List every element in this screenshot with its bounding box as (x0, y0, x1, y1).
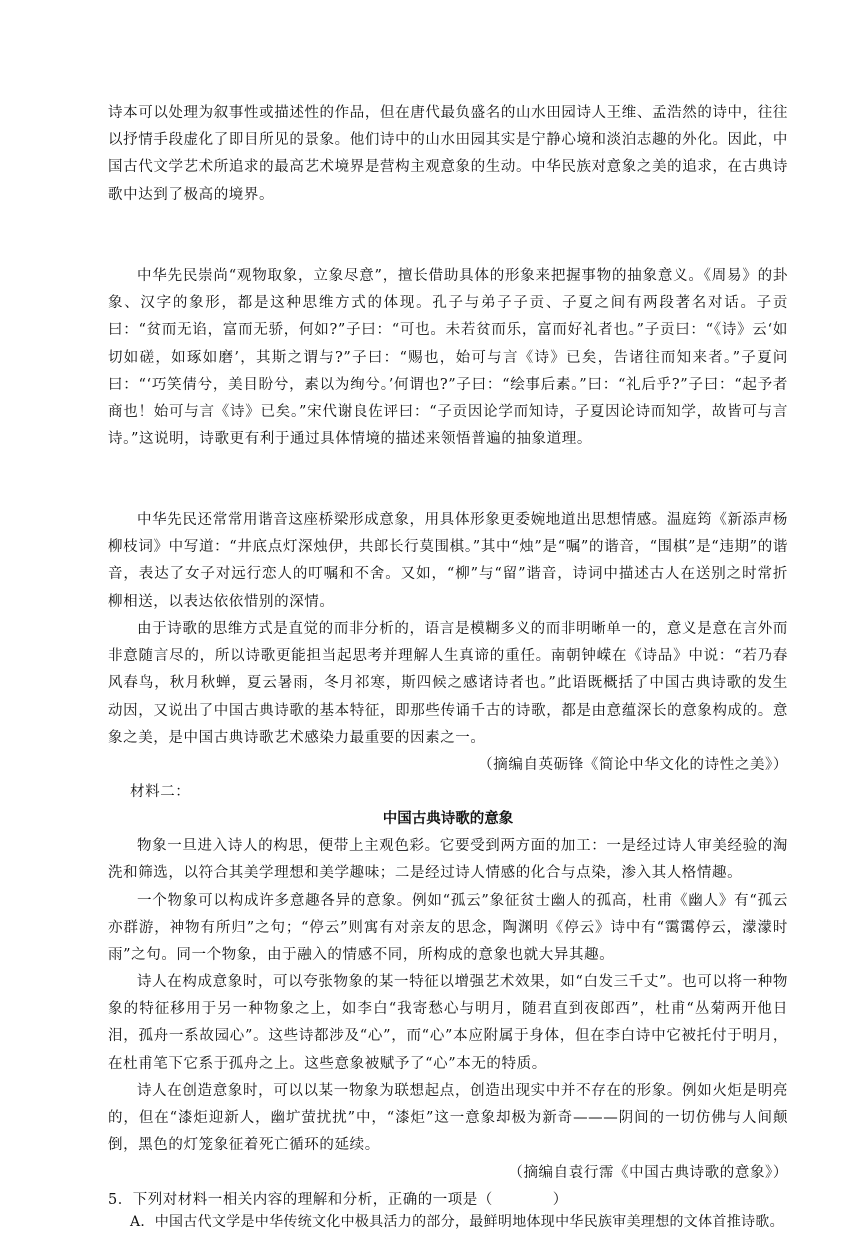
material2-title: 中国古典诗歌的意象 (382, 811, 514, 827)
material1-paragraph-2: 中华先民崇尚“观物取象，立象尽意”，擅长借助具体的形象来把握事物的抽象意义。《周易》的卦象、汉字的象形，都是这种思维方式的体现。孔子与弟子子贡、子夏之间有两段著名对话。子贡曰：“贫而无谄，富而无骄，何如?”子曰：“可也。未若贫而乐，富而好礼者也。”子贡曰：“《诗》云‘如切如磋，如琢如磨’，其斯之谓与?”子曰：“赐也，始可与言《诗》已矣，告诸往而知来者。”子夏问曰：“‘巧笑倩兮，美目盼兮，素以为绚兮。’何谓也?”子曰：“绘事后素。”曰：“礼后乎?”子曰：“起予者商也！始可与言《诗》已矣。”宋代谢良佐评曰：“子贡因论学而知诗，子夏因论诗而知学，故皆可与言诗。”这说明，诗歌更有利于通过具体情境的描述来领悟普遍的抽象道理。 (108, 268, 788, 448)
question-5-option-a[interactable]: A．中国古代文学是中华传统文化中极具活力的部分，最鲜明地体现中华民族审美理想的文体首推诗歌。 (130, 1214, 784, 1230)
material2-paragraph-4: 诗人在创造意象时，可以以某一物象为联想起点，创造出现实中并不存在的形象。例如火炬是明亮的，但在“漆炬迎新人，幽圹萤扰扰”中，“漆炬”这一意象却极为新奇———阴间的一切仿佛与人间颠倒，黑色的灯笼象征着死亡循环的延续。 (108, 1083, 788, 1154)
material2-paragraph-1: 物象一旦进入诗人的构思，便带上主观色彩。它要受到两方面的加工：一是经过诗人审美经验的淘洗和筛选，以符合其美学理想和美学趣味；二是经过诗人情感的化合与点染，渗入其人格情趣。 (108, 838, 788, 882)
material2-paragraph-3: 诗人在构成意象时，可以夸张物象的某一特征以增强艺术效果，如“白发三千丈”。也可以将一种物象的特征移用于另一种物象之上，如李白“我寄愁心与明月，随君直到夜郎西”，杜甫“丛菊两开他日泪，孤舟一系故园心”。这些诗都涉及“心”，而“心”本应附属于身体，但在李白诗中它被托付于明月，在杜甫笔下它系于孤舟之上。这些意象被赋予了“心”本无的特质。 (108, 974, 788, 1072)
material2-source: （摘编自袁行霈《中国古典诗歌的意象》） (508, 1165, 788, 1181)
material2-label: 材料二： (130, 784, 191, 800)
material1-paragraph-1: 诗本可以处理为叙事性或描述性的作品，但在唐代最负盛名的山水田园诗人王维、孟浩然的诗中，往往以抒情手段虚化了即目所见的景象。他们诗中的山水田园其实是宁静心境和淡泊志趣的外化。因此，中国古代文学艺术所追求的最高艺术境界是营构主观意象的生动。中华民族对意象之美的追求，在古典诗歌中达到了极高的境界。 (108, 105, 788, 203)
material1-paragraph-4: 由于诗歌的思维方式是直觉的而非分析的，语言是模糊多义的而非明晰单一的，意义是意在言外而非意随言尽的，所以诗歌更能担当起思考并理解人生真谛的重任。南朝钟嵘在《诗品》中说：“若乃春风春鸟，秋月秋蝉，夏云暑雨，冬月祁寒，斯四候之感诸诗者也。”此语既概括了中国古典诗歌的发生动因，又说出了中国古典诗歌的基本特征，即那些传诵千古的诗歌，都是由意蕴深长的意象构成的。意象之美，是中国古典诗歌艺术感染力最重要的因素之一。 (108, 621, 788, 746)
question-5-stem: 5．下列对材料一相关内容的理解和分析，正确的一项是（ ） (108, 1192, 568, 1208)
material1-source: （摘编自英砺锋《简论中华文化的诗性之美》） (478, 757, 788, 773)
material1-paragraph-3: 中华先民还常常用谐音这座桥梁形成意象，用具体形象更委婉地道出思想情感。温庭筠《新添声杨柳枝词》中写道：“井底点灯深烛伊，共郎长行莫围棋。”其中“烛”是“嘱”的谐音，“围棋”是“违期”的谐音，表达了女子对远行恋人的叮嘱和不舍。又如，“柳”与“留”谐音，诗词中描述古人在送别之时常折柳相送，以表达依依惜别的深情。 (108, 512, 788, 610)
material2-paragraph-2: 一个物象可以构成许多意趣各异的意象。例如“孤云”象征贫士幽人的孤高，杜甫《幽人》有“孤云亦群游，神物有所归”之句；“停云”则寓有对亲友的思念，陶渊明《停云》诗中有“霭霭停云，濛濛时雨”之句。同一个物象，由于融入的情感不同，所构成的意象也就大异其趣。 (108, 893, 788, 964)
